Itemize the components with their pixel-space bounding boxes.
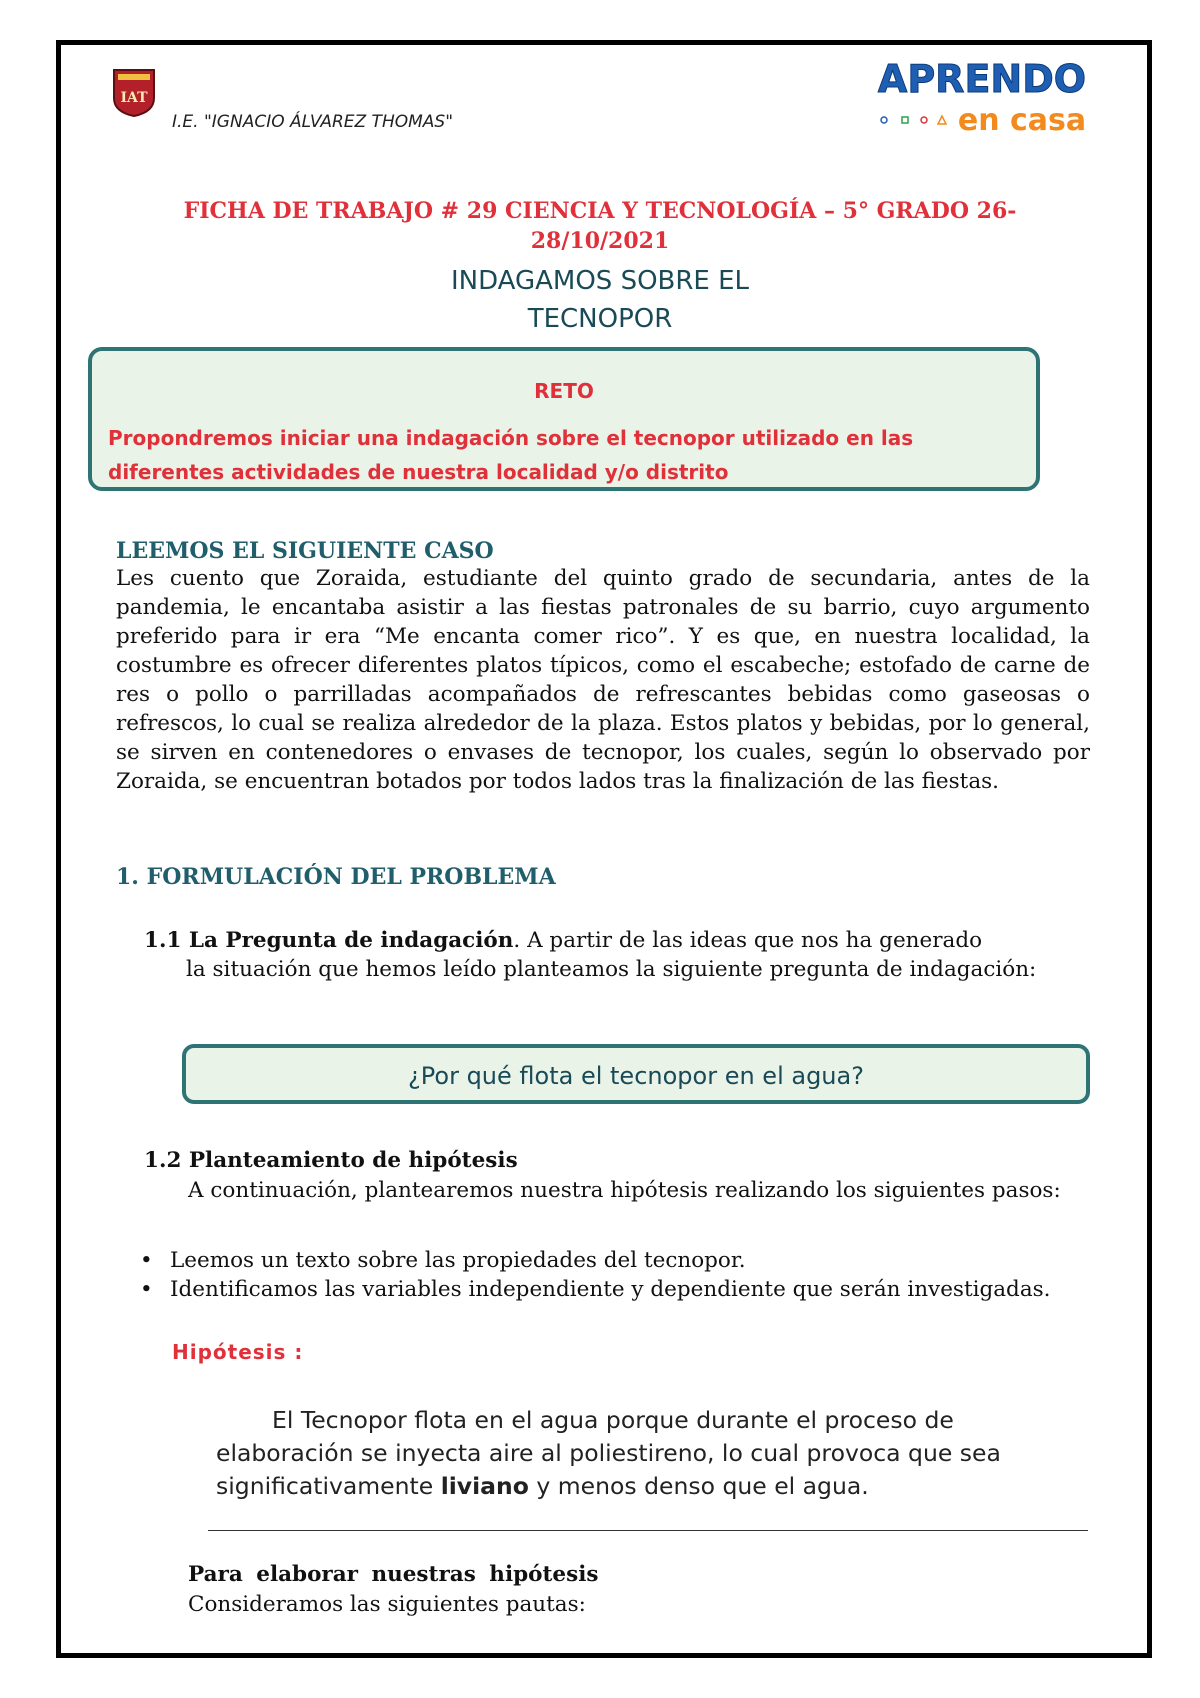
main-title-line-1: INDAGAMOS SOBRE EL	[450, 266, 750, 296]
case-paragraph: Les cuento que Zoraida, estudiante del quinto grado de secundaria, antes de la pandemia, le encantaba asistir a las fiestas patronales de su barrio, cuyo argumento preferido para ir era “Me encanta comer rico”. Y es que, en nuestra localidad, la costumbre es ofrecer diferentes platos típicos, como el escabeche; estofado de carne de res o pollo o parrilladas acompañados de refrescantes bebidas como gaseosas o refrescos, lo cual se realiza alrededor de la plaza. Estos platos y bebidas, por lo general, se sirven en contenedores o envases de tecnopor, los cuales, según lo observado por Zoraida, se encuentran botados por todos lados tras la finalización de las fiestas.	[116, 566, 1090, 794]
hypothesis-text-a: El Tecnopor flota en el agua porque durante el proceso de elaboración se inyecta aire al poliestireno, lo cual provoca que sea significativamente	[216, 1406, 1001, 1500]
reto-title: RETO	[534, 379, 594, 403]
steps-list	[140, 1246, 1090, 1304]
worksheet-title: FICHA DE TRABAJO # 29 CIENCIA Y TECNOLOGÍA – 5° GRADO 26-28/10/2021	[183, 198, 1017, 254]
bullet-icon: •	[140, 1277, 153, 1302]
brand-square-icon	[902, 117, 908, 123]
main-title	[200, 262, 1000, 338]
brand-bottom-text: en casa	[957, 103, 1087, 138]
subsection-1-1-text-a: . A partir de las ideas que nos ha generado	[513, 928, 983, 953]
case-heading: LEEMOS EL SIGUIENTE CASO	[116, 538, 494, 564]
brand-dot-icon	[921, 117, 927, 123]
list-item-text: Leemos un texto sobre las propiedades del tecnopor.	[170, 1248, 746, 1273]
list-item	[140, 1246, 1090, 1275]
hypothesis-text-bold: liviano	[440, 1472, 529, 1500]
brand-triangle-icon	[938, 116, 946, 124]
brand-top-text: APRENDO	[877, 58, 1087, 101]
hypothesis-text-b: y menos denso que el agua.	[528, 1472, 869, 1500]
reto-text: Propondremos iniciar una indagación sobre el tecnopor utilizado en las diferentes actividades de nuestra localidad y/o distrito	[108, 426, 914, 484]
bullet-icon: •	[140, 1248, 153, 1273]
main-title-line-2: TECNOPOR	[527, 304, 673, 334]
hypothesis-text	[216, 1404, 1096, 1503]
subsection-1-1	[144, 926, 1090, 984]
brand-dot-icon	[881, 117, 887, 123]
horizontal-rule	[208, 1530, 1088, 1531]
pautas-title: Para elaborar nuestras hipótesis	[188, 1562, 599, 1587]
school-crest-logo	[112, 66, 156, 118]
question-box	[182, 1044, 1090, 1104]
pautas-subtitle: Consideramos las siguientes pautas:	[188, 1592, 586, 1617]
school-name: I.E. "IGNACIO ÁLVAREZ THOMAS"	[172, 112, 454, 132]
aprendo-en-casa-logo	[872, 58, 1092, 138]
inquiry-question: ¿Por qué flota el tecnopor en el agua?	[408, 1062, 864, 1090]
list-item	[140, 1275, 1090, 1304]
reto-box	[88, 347, 1040, 491]
hypothesis-label: Hipótesis :	[172, 1340, 304, 1364]
subsection-1-1-text-b: la situación que hemos leído planteamos la siguiente pregunta de indagación:	[186, 957, 1037, 982]
section-heading-formulacion: 1. FORMULACIÓN DEL PROBLEMA	[116, 864, 556, 890]
list-item-text: Identificamos las variables independiente y dependiente que serán investigadas.	[170, 1277, 1051, 1302]
subsection-1-2-text: A continuación, plantearemos nuestra hipótesis realizando los siguientes pasos:	[188, 1178, 1061, 1203]
crest-letters: IAT	[120, 90, 148, 106]
subsection-1-1-title: 1.1 La Pregunta de indagación	[144, 928, 514, 953]
subsection-1-2-title: 1.2 Planteamiento de hipótesis	[144, 1148, 518, 1173]
